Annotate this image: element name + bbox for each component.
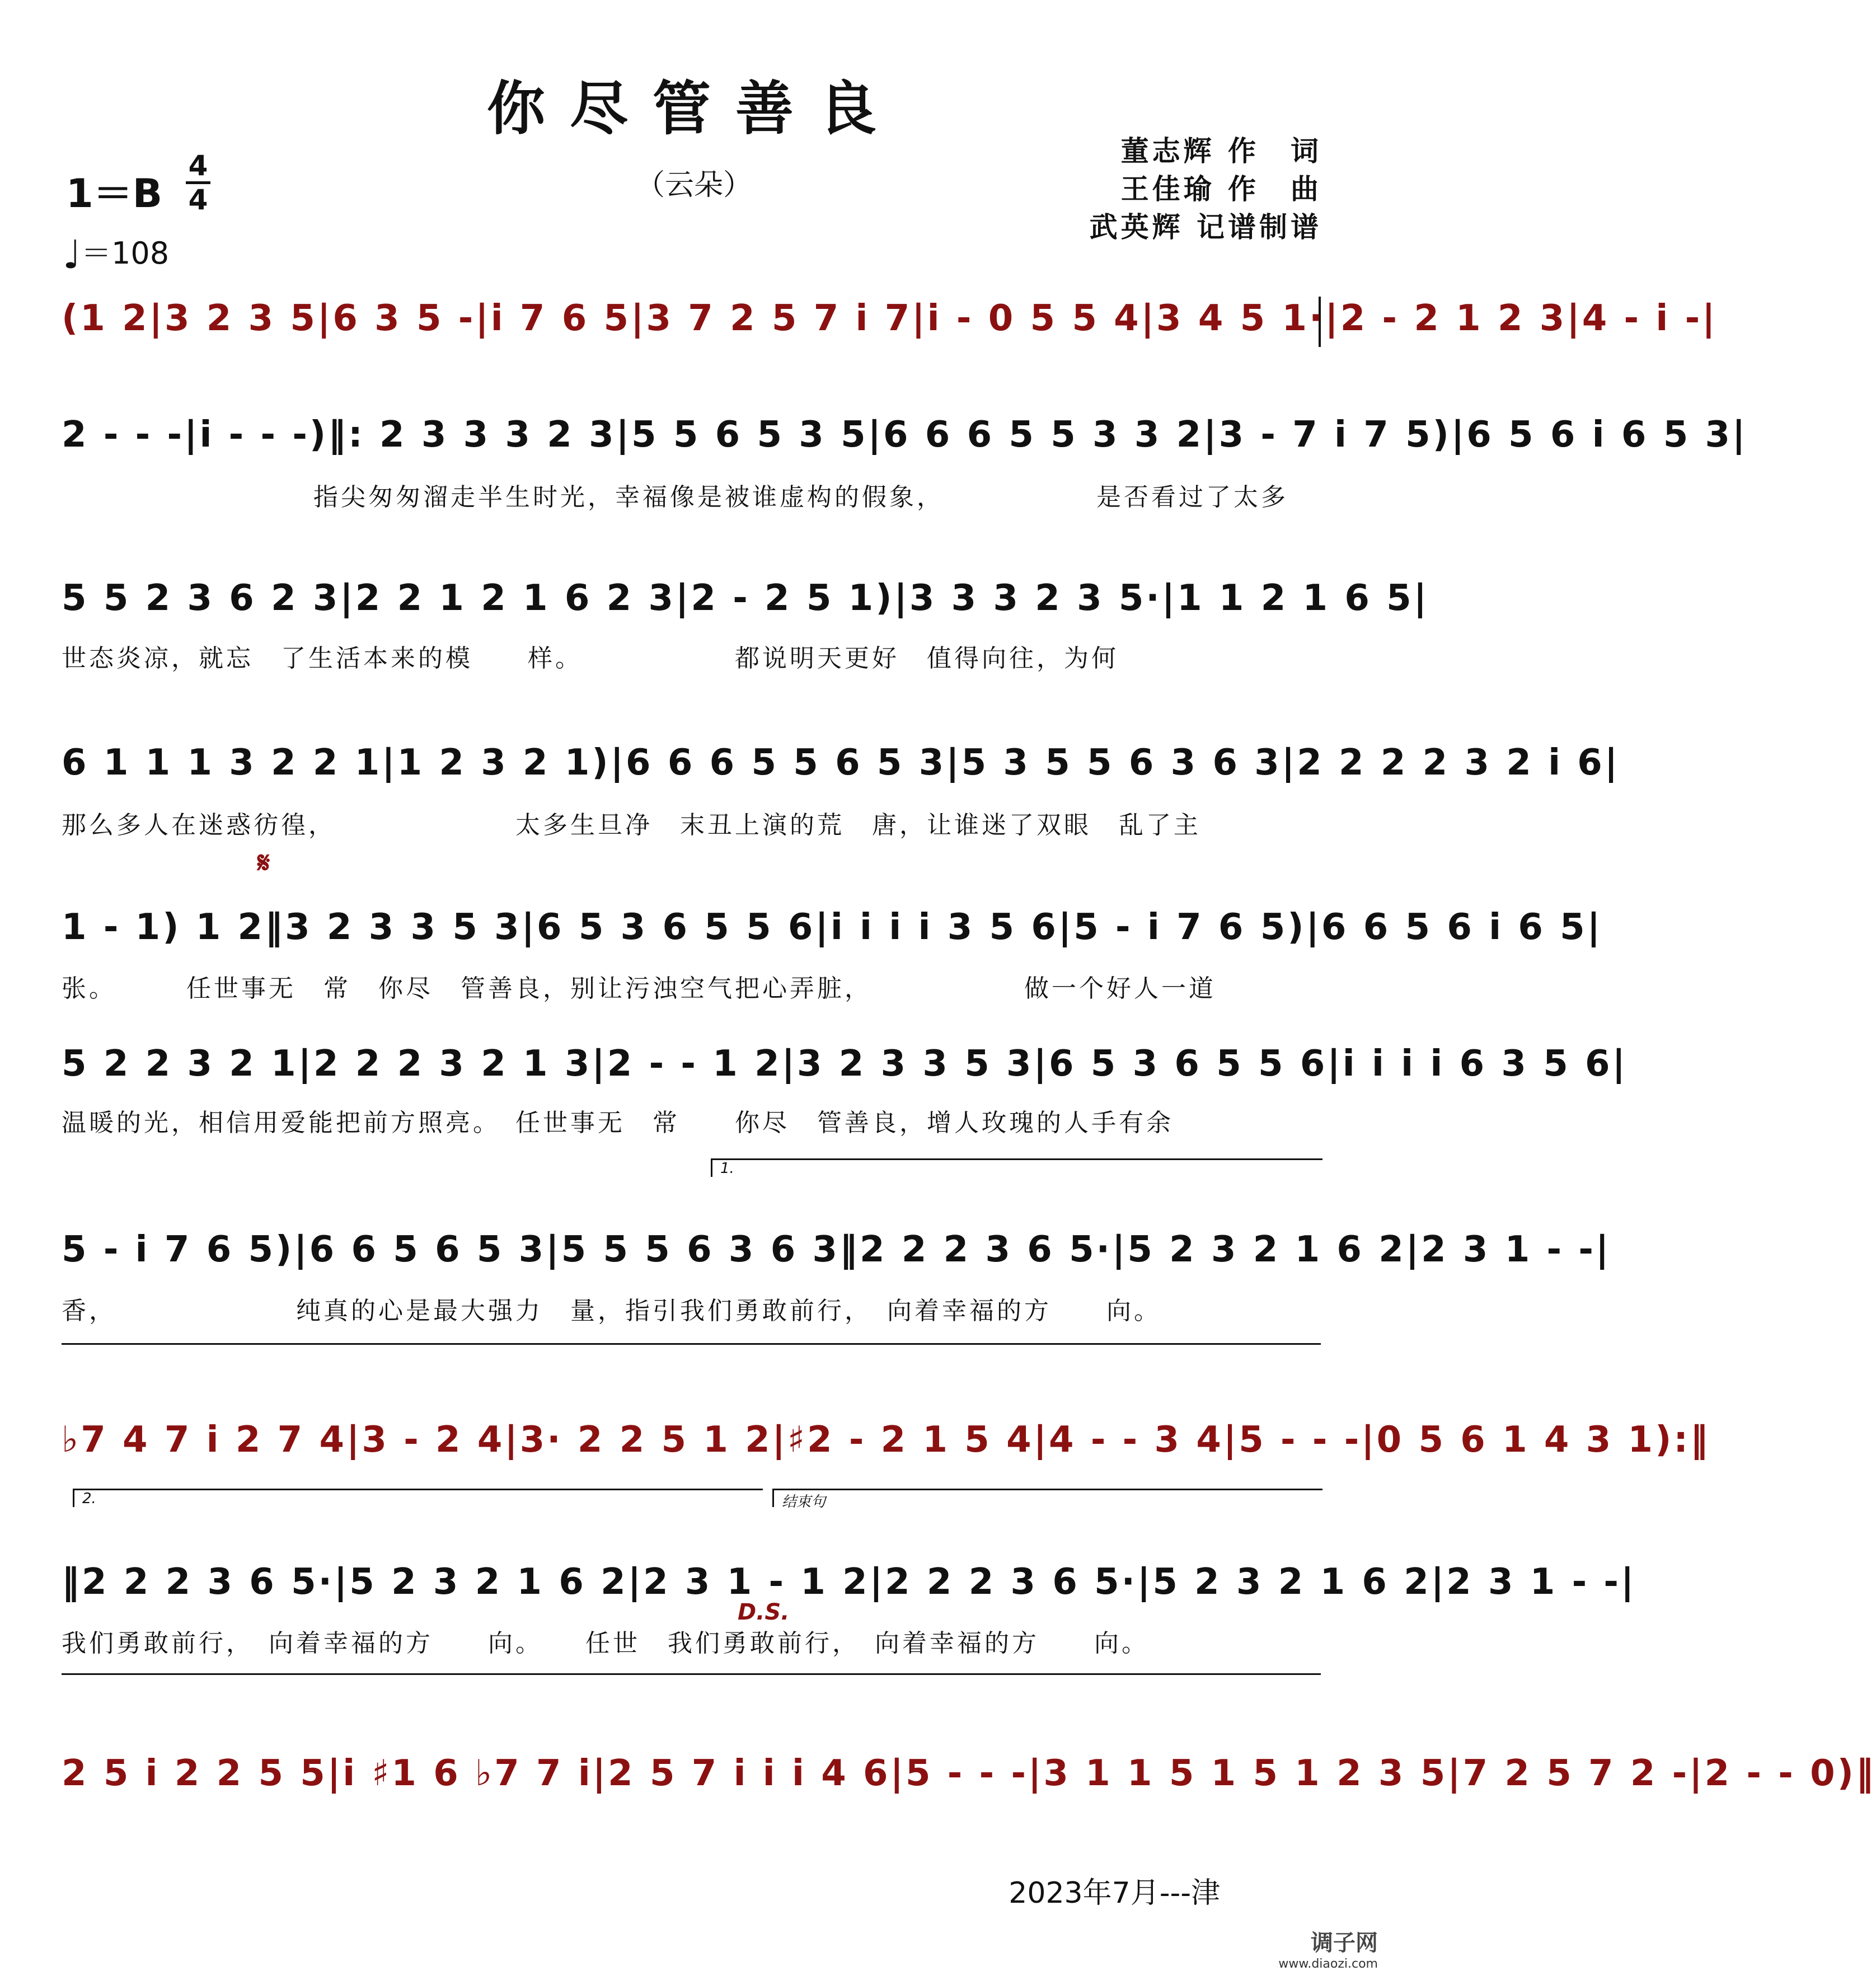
segno-sign: 𝄋	[257, 846, 270, 880]
site-watermark	[1278, 1925, 1378, 1971]
lyric-line-6: 香， 纯真的心是最大强力 量，指引我们勇敢前行， 向着幸福的方 向。	[62, 1297, 1161, 1325]
song-title: 你尽管善良	[486, 74, 901, 143]
lyric-line-7: 我们勇敢前行， 向着幸福的方 向。 任世 我们勇敢前行， 向着幸福的方 向。	[62, 1629, 1149, 1658]
credit-lyricist: 董志辉 作 词	[1120, 134, 1322, 167]
watermark-logo: 调子网	[1311, 1930, 1378, 1956]
ending-2-bracket	[73, 1489, 763, 1507]
staff-line-2: 2 - - -|i - - -)‖: 2 3 3 3 2 3|5 5 6 5 3 5|6 6 6 5 5 3 3 2|3 - 7 i 7 5)|6 5 6 i 6 5 3|	[62, 414, 1748, 456]
staff-line-6: 5 2 2 3 2 1|2 2 2 3 2 1 3|2 - - 1 2|3 2 3 3 5 3|6 5 3 6 5 5 6|i i i i 6 3 5 6|	[62, 1043, 1628, 1085]
song-subtitle: （云朵）	[635, 168, 752, 202]
time-signature-bottom: 4	[188, 184, 208, 216]
staff-line-7: 5 - i 7 6 5)|6 6 5 6 5 3|5 5 5 6 3 6 3‖2 2 2 3 6 5·|5 2 3 2 1 6 2|2 3 1 - -|	[62, 1229, 1611, 1270]
staff-line-3: 5 5 2 3 6 2 3|2 2 1 2 1 6 2 3|2 - 2 5 1)|3 3 3 2 3 5·|1 1 2 1 6 5|	[62, 578, 1429, 619]
lyric-line-4: 张。 任世事无 常 你尽 管善良，别让污浊空气把心弄脏， 做一个好人一道	[62, 974, 1216, 1003]
tempo-value: ＝108	[81, 236, 170, 271]
staff-line-4: 6 1 1 1 3 2 2 1|1 2 3 2 1)|6 6 6 5 5 6 5 3|5 3 5 5 6 3 6 3|2 2 2 2 3 2 i 6|	[62, 742, 1620, 783]
lyric-line-2: 世态炎凉，就忘 了生活本来的模 样。 都说明天更好 值得向往，为何	[62, 644, 1119, 673]
staff-line-8: ♭7 4 7 i 2 7 4|3 - 2 4|3· 2 2 5 1 2|♯2 - 2 1 5 4|4 - - 3 4|5 - - -|0 5 6 1 4 3 1):‖	[62, 1419, 1710, 1461]
quarter-note-icon: ♩	[63, 232, 82, 278]
staff-line-9: ‖2 2 2 3 6 5·|5 2 3 2 1 6 2|2 3 1 - 1 2|2 2 2 3 6 5·|5 2 3 2 1 6 2|2 3 1 - -|	[62, 1561, 1636, 1603]
ending-1-label: 1.	[720, 1160, 734, 1177]
ds-marking: D.S.	[738, 1599, 790, 1625]
credit-composer: 王佳瑜 作 曲	[1120, 172, 1322, 205]
time-signature-top: 4	[188, 149, 208, 182]
credit-transcriber: 武英辉 记谱制谱	[1089, 210, 1322, 243]
coda-continuation-line	[62, 1673, 1321, 1675]
ending-1-continuation-line	[62, 1343, 1321, 1345]
staff-line-10: 2 5 i 2 2 5 5|i ♯1 6 ♭7 7 i|2 5 7 i i i 4 6|5 - - -|3 1 1 5 1 5 1 2 3 5|7 2 5 7 2 -|2 - - 0)‖	[62, 1753, 1876, 1794]
staff-line-5: 1 - 1) 1 2‖3 2 3 3 5 3|6 5 3 6 5 5 6|i i i i 3 5 6|5 - i 7 6 5)|6 6 5 6 i 6 5|	[62, 907, 1603, 948]
lyric-line-1: 指尖匆匆溜走半生时光，幸福像是被谁虚构的假象， 是否看过了太多	[313, 483, 1288, 511]
tempo-marking	[63, 229, 169, 278]
time-signature	[186, 151, 210, 214]
coda-bracket	[772, 1489, 1322, 1510]
ending-1-bracket	[711, 1158, 1322, 1177]
ending-2-label: 2.	[82, 1490, 96, 1507]
watermark-url: www.diaozi.com	[1278, 1957, 1378, 1971]
date-signature: 2023年7月---津	[1009, 1876, 1220, 1910]
lyric-line-3: 那么多人在迷惑彷徨， 太多生旦净 末丑上演的荒 唐，让谁迷了双眼 乱了主	[62, 811, 1201, 839]
staff-line-1: (1 2|3 2 3 5|6 3 5 -|i 7 6 5|3 7 2 5 7 i 7|i - 0 5 5 4|3 4 5 1·|2 - 2 1 2 3|4 - i -|	[62, 298, 1718, 339]
lyric-line-5: 温暖的光，相信用爱能把前方照亮。 任世事无 常 你尽 管善良，增人玫瑰的人手有余	[62, 1109, 1174, 1137]
coda-label: 结束句	[782, 1494, 826, 1510]
key-signature: 1＝B	[66, 171, 163, 217]
